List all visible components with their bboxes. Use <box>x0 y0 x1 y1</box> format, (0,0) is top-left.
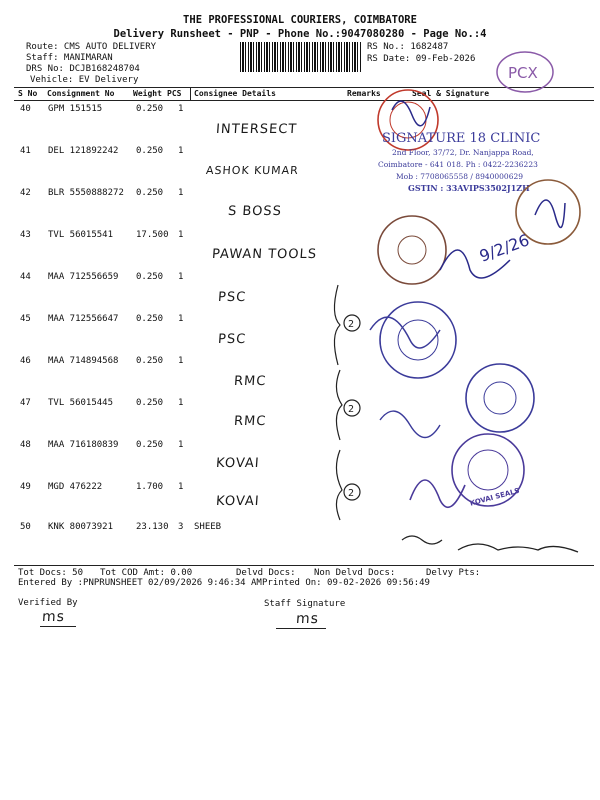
brace-46-47 <box>336 370 342 440</box>
row-weight: 0.250 <box>136 356 164 366</box>
brace-44-45 <box>334 285 340 365</box>
row-consignment: BLR 5550888272 <box>48 188 124 198</box>
row-sno: 42 <box>20 188 31 198</box>
row-consignment: GPM 151515 <box>48 104 103 114</box>
row-sno: 45 <box>20 314 31 324</box>
row-pcs: 1 <box>178 398 184 408</box>
row-consignment: MGD 476222 <box>48 482 103 492</box>
footer-rule <box>14 565 594 566</box>
vehicle-label: Vehicle: EV Delivery <box>30 75 139 85</box>
hand-consignee-40: INTERSECT <box>215 122 298 137</box>
row-pcs: 1 <box>178 314 184 324</box>
hand-consignee-43: PAWAN TOOLS <box>211 247 318 262</box>
row-weight: 0.250 <box>136 398 164 408</box>
row-weight: 1.700 <box>136 482 164 492</box>
hand-consignee-47: RMC <box>233 414 267 429</box>
runsheet-subtitle: Delivery Runsheet - PNP - Phone No.:9047080280 - Page No.:4 <box>113 28 487 40</box>
delvd-docs: Delvd Docs: <box>236 568 296 578</box>
row-pcs: 3 <box>178 522 184 532</box>
company-title: THE PROFESSIONAL COURIERS, COIMBATORE <box>183 14 417 26</box>
row-consignment: TVL 56015541 <box>48 230 114 240</box>
col-pcs: PCS <box>167 89 182 98</box>
date-mark: 9/2/26 <box>476 230 532 266</box>
kovai-seal-text: KOVAI SEALS <box>469 486 521 508</box>
row-consignment: MAA 712556647 <box>48 314 119 324</box>
row-pcs: 1 <box>178 146 184 156</box>
row-weight: 0.250 <box>136 146 164 156</box>
non-delvd-docs: Non Delvd Docs: <box>314 568 396 578</box>
medical-seal <box>466 364 534 432</box>
circle-num-1: 2 <box>348 319 355 330</box>
tot-docs: Tot Docs: 50 <box>18 568 84 578</box>
tools-seal-inner <box>398 236 426 264</box>
hand-consignee-46: RMC <box>233 374 267 389</box>
tools-seal <box>378 216 446 284</box>
rs-date: RS Date: 09-Feb-2026 <box>367 54 476 64</box>
signature-scribble-49 <box>410 480 465 507</box>
consignee-50: SHEEB <box>194 522 222 532</box>
row-pcs: 1 <box>178 188 184 198</box>
hand-consignee-48: KOVAI <box>215 456 261 471</box>
entered-by: Entered By :PNPRUNSHEET 02/09/2026 9:46:34 AM <box>18 578 262 588</box>
row-sno: 40 <box>20 104 31 114</box>
brace-48-49 <box>336 450 342 520</box>
verified-underline <box>40 626 76 627</box>
signature-scribble-47 <box>380 411 440 437</box>
col-signature: Seal & Signature <box>412 89 490 98</box>
medical-seal-inner <box>484 382 516 414</box>
staff-underline <box>276 628 326 629</box>
signature-scribble-right <box>535 200 565 228</box>
staff-initials: ms <box>295 611 320 627</box>
row-weight: 0.250 <box>136 272 164 282</box>
row-pcs: 1 <box>178 104 184 114</box>
row-consignment: MAA 716180839 <box>48 440 119 450</box>
hand-consignee-44: PSC <box>217 290 247 305</box>
printed-on: Printed On: 09-02-2026 09:56:49 <box>262 578 430 588</box>
staff-signature-label: Staff Signature <box>264 599 346 609</box>
signature-50-b <box>458 544 578 552</box>
row-sno: 49 <box>20 482 31 492</box>
row-sno: 43 <box>20 230 31 240</box>
row-sno: 44 <box>20 272 31 282</box>
clinic-gst: GSTIN : 33AVIPS3502J1ZH <box>408 183 530 193</box>
drs-number: DRS No: DCJB168248704 <box>26 64 140 74</box>
row-pcs: 1 <box>178 272 184 282</box>
row-pcs: 1 <box>178 356 184 366</box>
tot-cod: Tot COD Amt: 0.00 <box>100 568 193 578</box>
clinic-addr1: 2nd Floor, 37/72, Dr. Nanjappa Road, <box>392 148 534 157</box>
row-sno: 46 <box>20 356 31 366</box>
row-weight: 0.250 <box>136 104 164 114</box>
clinic-mob: Mob : 7708065558 / 8940000629 <box>396 172 524 181</box>
row-consignment: MAA 712556659 <box>48 272 119 282</box>
row-weight: 17.500 <box>136 230 169 240</box>
clinic-addr2: Coimbatore - 641 018. Ph : 0422-2236223 <box>378 160 538 169</box>
verified-initials: ms <box>41 609 66 625</box>
row-pcs: 1 <box>178 440 184 450</box>
hand-consignee-42: S BOSS <box>227 204 283 219</box>
hand-consignee-49: KOVAI <box>215 494 261 509</box>
row-consignment: KNK 80073921 <box>48 522 114 532</box>
verified-by-label: Verified By <box>18 598 78 608</box>
kovai-seal-inner <box>468 450 508 490</box>
col-consignment: Consignment No <box>47 89 115 98</box>
row-weight: 0.250 <box>136 314 164 324</box>
hand-consignee-41: ASHOK KUMAR <box>205 164 300 177</box>
col-weight: Weight <box>133 89 162 98</box>
col-sno: S No <box>18 89 38 98</box>
row-sno: 41 <box>20 146 31 156</box>
row-pcs: 1 <box>178 230 184 240</box>
row-sno: 50 <box>20 522 31 532</box>
route-label: Route: CMS AUTO DELIVERY <box>26 42 157 52</box>
row-consignment: DEL 121892242 <box>48 146 119 156</box>
col-remarks: Remarks <box>347 89 381 98</box>
row-consignment: TVL 56015445 <box>48 398 114 408</box>
blue-seal-psc <box>380 302 456 378</box>
rs-number: RS No.: 1682487 <box>367 42 449 52</box>
row-consignment: MAA 714894568 <box>48 356 119 366</box>
signature-50-a <box>402 536 442 544</box>
row-sno: 48 <box>20 440 31 450</box>
pcx-text: PCX <box>508 64 538 82</box>
clinic-stamp <box>378 131 540 193</box>
circle-num-2: 2 <box>348 404 355 415</box>
row-sno: 47 <box>20 398 31 408</box>
row-weight: 0.250 <box>136 440 164 450</box>
col-consignee: Consignee Details <box>194 89 276 98</box>
hand-consignee-45: PSC <box>217 332 247 347</box>
circle-num-3: 2 <box>348 488 355 499</box>
staff-label: Staff: MANIMARAN <box>26 53 113 63</box>
clinic-name: SIGNATURE 18 CLINIC <box>382 131 541 146</box>
delvy-pts: Delvy Pts: <box>426 568 481 578</box>
row-weight: 23.130 <box>136 522 169 532</box>
row-weight: 0.250 <box>136 188 164 198</box>
row-pcs: 1 <box>178 482 184 492</box>
